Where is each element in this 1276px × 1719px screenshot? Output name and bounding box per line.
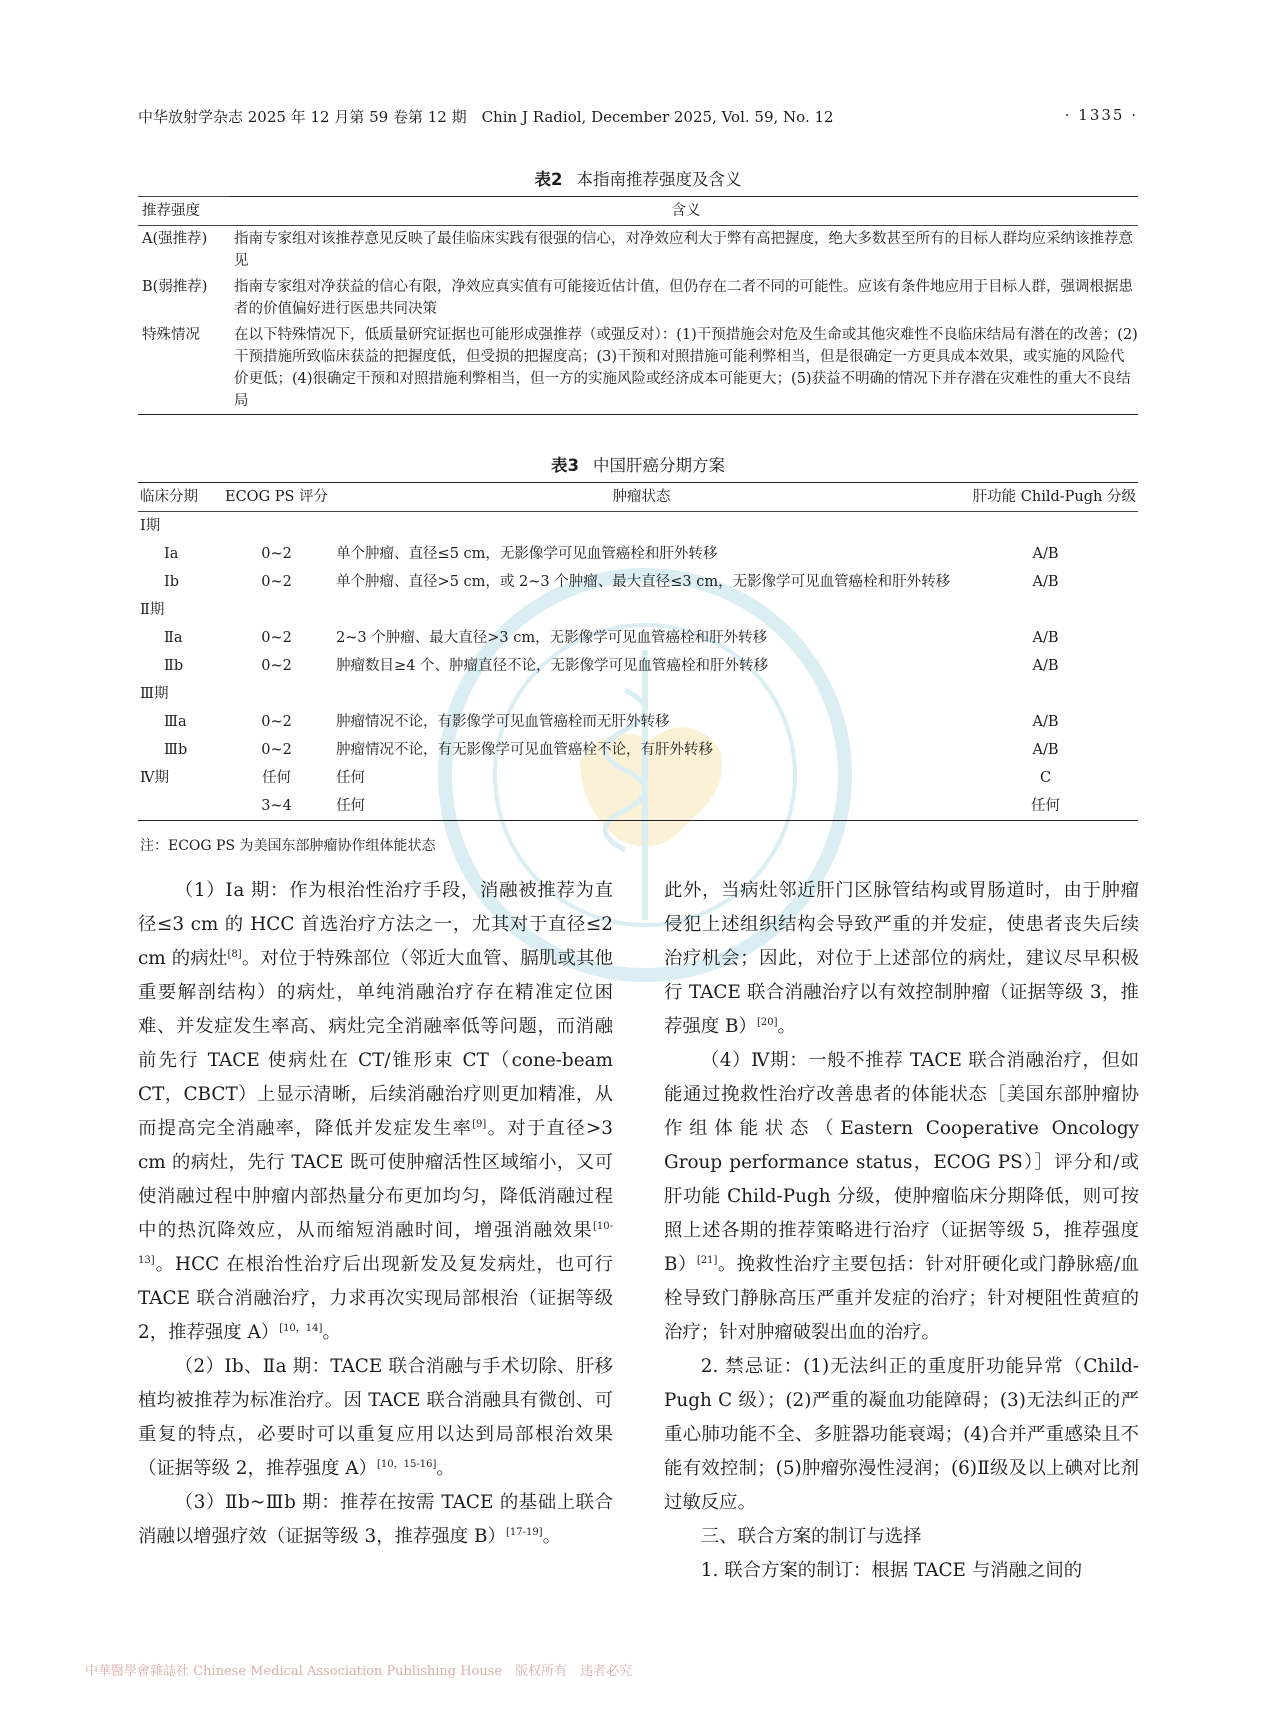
stage-cell (138, 792, 223, 821)
citation: [10-13] (138, 1221, 613, 1266)
ecog-cell: 0~2 (261, 742, 292, 758)
paragraph-text: 2. 禁忌证：(1)无法纠正的重度肝功能异常（Child-Pugh C 级）；(2)严重的凝血功能障碍；(3)无法纠正的严重心肺功能不全、多脏器功能衰竭；(4)合并严重感染且不能有效控制；(5)肿瘤弥漫性浸润；(6)Ⅱ级及以上碘对比剂过敏反应。 (664, 1356, 1139, 1513)
table-row (138, 624, 1138, 652)
table-row (138, 708, 1138, 736)
paragraph-text: （3）Ⅱb~Ⅲb 期：推荐在按需 TACE 的基础上联合消融以增强疗效（证据等级 3，推荐强度 B） (138, 1492, 613, 1547)
citation: [8] (227, 949, 242, 960)
stage-cell: Ⅲ期 (140, 686, 169, 702)
ecog-cell: 3~4 (261, 798, 292, 814)
paragraph-text: 此外，当病灶邻近肝门区脉管结构或胃肠道时，由于肿瘤侵犯上述组织结构会导致严重的并发症，使患者丧失后续治疗机会；因此，对位于上述部位的病灶，建议尽早积极行 TACE 联合消融治疗以有效控制肿瘤（证据等级 3，推荐强度 B） (664, 880, 1139, 1037)
journal-citation: 中华放射学杂志 2025 年 12 月第 59 卷第 12 期 Chin J Radiol, December 2025, Vol. 59, No. 12 (138, 108, 834, 126)
tumor-status-cell: 任何 (336, 770, 366, 786)
child-pugh-cell: 任何 (1031, 798, 1061, 814)
table-row (138, 512, 1138, 541)
paragraph-text: 。 (542, 1526, 561, 1547)
stage-cell: Ⅲb (164, 742, 188, 758)
page-number: · 1335 · (1064, 106, 1138, 124)
citation: [9] (472, 1119, 487, 1130)
table-row (138, 792, 1138, 821)
table-row (138, 764, 1138, 792)
stage-cell: Ⅲa (164, 714, 187, 730)
table-row (138, 652, 1138, 680)
column-header: 临床分期 (138, 483, 223, 512)
recommendation-strength-table (138, 196, 1138, 415)
liver-cancer-staging-table (138, 482, 1138, 821)
paragraph-text: 。HCC 在根治性治疗后出现新发及复发病灶，也可行 TACE 联合消融治疗，力求再次实现局部根治（证据等级 2，推荐强度 A） (138, 1254, 613, 1343)
paragraph-text: （4）Ⅳ期：一般不推荐 TACE 联合消融治疗，但如能通过挽救性治疗改善患者的体能状态［美国东部肿瘤协作组体能状态（Eastern Cooperative Oncology Group performance status，ECOG PS）］评分和/或肝功能 Child-Pugh 分级，使肿瘤临床分期降低，则可按照上述各期的推荐策略进行治疗（证据等级 5，推荐强度 B） (664, 1050, 1139, 1275)
child-pugh-cell: A/B (1032, 630, 1059, 646)
table-row (138, 568, 1138, 596)
column-header: 推荐强度 (138, 197, 230, 226)
tumor-status-cell: 肿瘤情况不论，有影像学可见血管癌栓而无肝外转移 (336, 714, 670, 730)
table3-label: 表3 (551, 456, 579, 475)
citation: [20] (756, 1017, 778, 1028)
strength-cell: B(弱推荐) (142, 279, 208, 295)
ecog-cell: 0~2 (261, 714, 292, 730)
paragraph (138, 874, 613, 1350)
column-header: 肿瘤状态 (330, 483, 953, 512)
table3-title: 中国肝癌分期方案 (592, 456, 725, 475)
child-pugh-cell: A/B (1032, 714, 1059, 730)
paragraph (664, 1044, 1139, 1350)
table-row (138, 274, 1138, 322)
citation: [10，15-16] (376, 1459, 437, 1470)
stage-cell: Ⅰ期 (140, 518, 161, 534)
child-pugh-cell: A/B (1032, 658, 1059, 674)
tumor-status-cell: 2~3 个肿瘤、最大直径>3 cm，无影像学可见血管癌栓和肝外转移 (336, 630, 768, 646)
table-row (138, 736, 1138, 764)
ecog-cell: 0~2 (261, 658, 292, 674)
paragraph-text: 。对位于特殊部位（邻近大血管、膈肌或其他重要解剖结构）的病灶，单纯消融治疗存在精准定位困难、并发症发生率高、病灶完全消融率低等问题，而消融前先行 TACE 使病灶在 CT/锥形束 CT（cone-beam CT，CBCT）上显示清晰，后续消融治疗则更加精准，从而提高完全消融率，降低并发症发生率 (138, 948, 613, 1139)
table-row (138, 226, 1138, 275)
child-pugh-cell: C (1039, 770, 1052, 786)
publisher-watermark: 中華醫學會雜誌社 Chinese Medical Association Publishing House 版权所有 违者必究 (85, 1664, 633, 1679)
paragraph (664, 1554, 1139, 1588)
tumor-status-cell: 单个肿瘤、直径>5 cm，或 2~3 个肿瘤、最大直径≤3 cm，无影像学可见血管癌栓和肝外转移 (336, 574, 951, 590)
table2-label: 表2 (534, 170, 563, 189)
paragraph (664, 874, 1139, 1044)
section-heading (664, 1520, 1139, 1554)
paragraph-text: 。 (777, 1016, 796, 1037)
column-header: 含义 (230, 197, 1138, 226)
column-header: ECOG PS 评分 (223, 483, 330, 512)
paragraph (138, 1486, 613, 1554)
right-column (664, 874, 1139, 1588)
paragraph (138, 1350, 613, 1486)
tumor-status-cell: 单个肿瘤、直径≤5 cm，无影像学可见血管癌栓和肝外转移 (336, 546, 718, 562)
heading-text: 三、联合方案的制订与选择 (700, 1526, 922, 1547)
table-header-row (138, 197, 1138, 226)
table2-title: 本指南推荐强度及含义 (576, 170, 742, 189)
paragraph-text: （1）Ⅰa 期：作为根治性治疗手段，消融被推荐为直径≤3 cm 的 HCC 首选治疗方法之一，尤其对于直径≤2 cm 的病灶 (138, 880, 613, 969)
paragraph-text: 。 (322, 1322, 341, 1343)
strength-cell: A(强推荐) (142, 231, 208, 247)
paragraph-text: （2）Ⅰb、Ⅱa 期：TACE 联合消融与手术切除、肝移植均被推荐为标准治疗。因 TACE 联合消融具有微创、可重复的特点，必要时可以重复应用以达到局部根治效果（证据等级 2，推荐强度 A） (138, 1356, 613, 1479)
table-row (138, 596, 1138, 624)
child-pugh-cell: A/B (1032, 546, 1059, 562)
paragraph-text: 1. 联合方案的制订：根据 TACE 与消融之间的 (700, 1560, 1083, 1581)
child-pugh-cell: A/B (1032, 742, 1059, 758)
tumor-status-cell: 肿瘤数目≥4 个、肿瘤直径不论，无影像学可见血管癌栓和肝外转移 (336, 658, 769, 674)
ecog-cell: 0~2 (261, 546, 292, 562)
table-row (138, 540, 1138, 568)
table-header-row (138, 483, 1138, 512)
column-header: 肝功能 Child-Pugh 分级 (953, 483, 1138, 512)
citation: [21] (696, 1255, 718, 1266)
stage-cell: Ⅱ期 (140, 602, 165, 618)
citation: [10，14] (279, 1323, 323, 1334)
tumor-status-cell: 任何 (336, 798, 366, 814)
paragraph-text: 。挽救性治疗主要包括：针对肝硬化或门静脉癌/血栓导致门静脉高压严重并发症的治疗；针对梗阻性黄疸的治疗；针对肿瘤破裂出血的治疗。 (664, 1254, 1140, 1343)
tumor-status-cell: 肿瘤情况不论，有无影像学可见血管癌栓不论，有肝外转移 (336, 742, 714, 758)
table3-note: 注：ECOG PS 为美国东部肿瘤协作组体能状态 (140, 838, 436, 854)
left-column (138, 874, 613, 1554)
ecog-cell: 任何 (262, 770, 292, 786)
ecog-cell: 0~2 (261, 630, 292, 646)
stage-cell: Ⅱa (164, 630, 183, 646)
paragraph-text: 。 (436, 1458, 455, 1479)
child-pugh-cell: A/B (1032, 574, 1059, 590)
table-row (138, 322, 1138, 415)
table2-caption (138, 166, 1138, 190)
ecog-cell: 0~2 (261, 574, 292, 590)
meaning-cell: 在以下特殊情况下，低质量研究证据也可能形成强推荐（或强反对）：(1)干预措施会对危及生命或其他灾难性不良临床结局有潜在的改善；(2)干预措施所致临床获益的把握度低，但受损的把握度高；(3)干预和对照措施可能利弊相当，但是很确定一方更具成本效果，或实施的风险代价更低；(4)很确定干预和对照措施利弊相当，但一方的实施风险或经济成本可能更大；(5)获益不明确的情况下并存潜在灾难性的重大不良结局 (234, 327, 1138, 409)
running-header (138, 106, 1138, 130)
stage-cell: Ⅳ期 (140, 770, 169, 786)
stage-cell: Ⅰa (164, 546, 179, 562)
paragraph (664, 1350, 1139, 1520)
meaning-cell: 指南专家组对该推荐意见反映了最佳临床实践有很强的信心，对净效应利大于弊有高把握度，绝大多数甚至所有的目标人群均应采纳该推荐意见 (234, 231, 1133, 269)
paragraph-text: 。对于直径>3 cm 的病灶，先行 TACE 既可使肿瘤活性区域缩小，又可使消融过程中肿瘤内部热量分布更加均匀，降低消融过程中的热沉降效应，从而缩短消融时间，增强消融效果 (138, 1118, 613, 1241)
table-row (138, 680, 1138, 708)
stage-cell: Ⅰb (164, 574, 180, 590)
table3-caption (138, 452, 1138, 476)
citation: [17-19] (505, 1527, 543, 1538)
stage-cell: Ⅱb (164, 658, 184, 674)
meaning-cell: 指南专家组对净获益的信心有限，净效应真实值有可能接近估计值，但仍存在二者不同的可能性。应该有条件地应用于目标人群，强调根据患者的价值偏好进行医患共同决策 (234, 279, 1133, 317)
strength-cell: 特殊情况 (142, 327, 200, 343)
